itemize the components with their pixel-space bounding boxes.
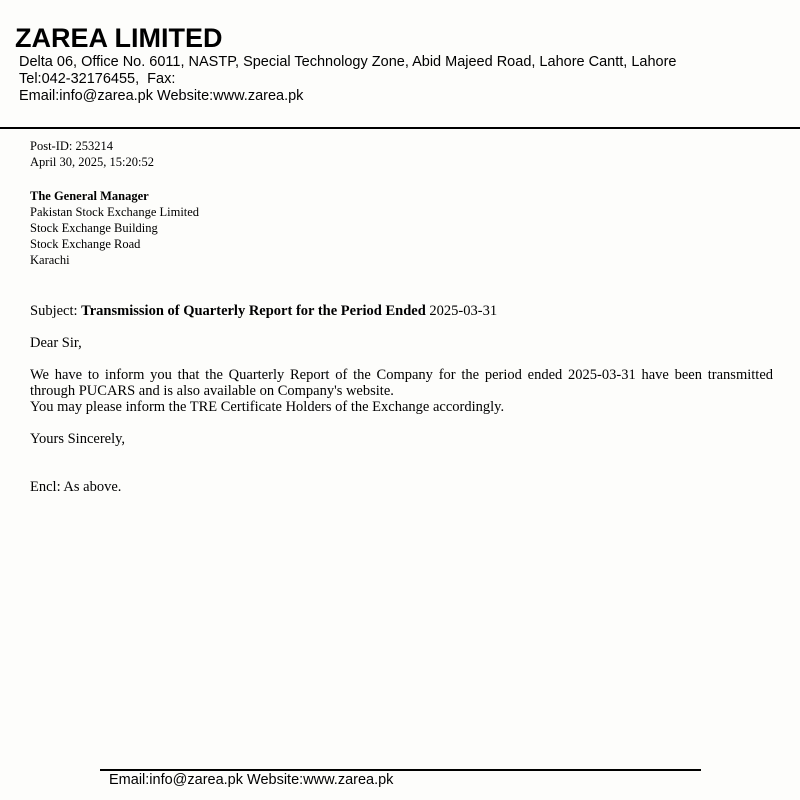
footer-divider [100,769,701,771]
company-address: Delta 06, Office No. 6011, NASTP, Special Technology Zone, Abid Majeed Road, Lahore Cantt, Lahore [19,54,677,70]
closing: Yours Sincerely, [30,431,126,447]
recipient-address [30,188,199,268]
subject-line [30,303,497,319]
body-paragraph: You may please inform the TRE Certificate Holders of the Exchange accordingly. [30,399,505,415]
body-paragraph: We have to inform you that the Quarterly Report of the Company for the period ended 2025-03-31 have been transmitted through PUCARS and is also available on Company's website. [30,367,773,399]
enclosure-note: Encl: As above. [30,479,122,495]
company-tel-fax: Tel:042-32176455, Fax: [19,71,176,87]
recipient-line: Stock Exchange Building [30,221,158,235]
recipient-line: Stock Exchange Road [30,237,141,251]
letter-body [30,367,773,415]
footer-email-website: Email:info@zarea.pk Website:www.zarea.pk [109,772,394,788]
subject-label: Subject: [30,303,78,319]
post-id: Post-ID: 253214 [30,139,113,153]
company-email-website: Email:info@zarea.pk Website:www.zarea.pk [19,88,304,104]
salutation: Dear Sir, [30,335,82,351]
post-date-time: April 30, 2025, 15:20:52 [30,155,154,169]
subject-date: 2025-03-31 [429,303,498,319]
company-name: ZAREA LIMITED [15,23,223,53]
subject-text: Transmission of Quarterly Report for the Period Ended [81,303,426,319]
header-divider [0,127,800,129]
recipient-title: The General Manager [30,189,149,203]
recipient-line: Karachi [30,253,70,267]
post-meta [30,138,154,170]
recipient-line: Pakistan Stock Exchange Limited [30,205,200,219]
